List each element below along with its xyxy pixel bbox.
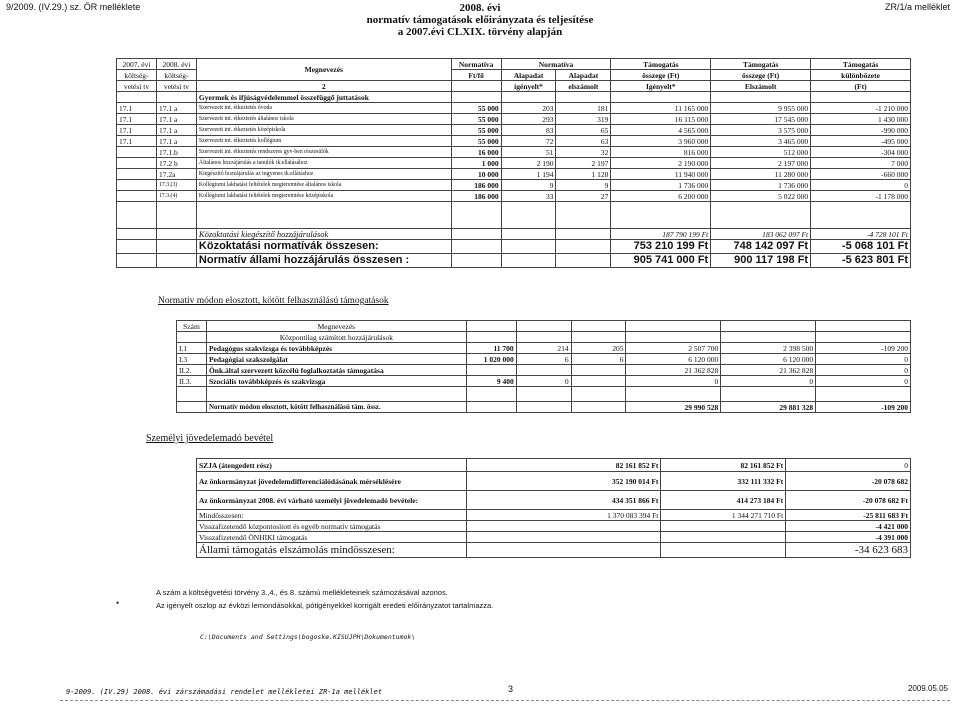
cell: 17.3.(4) bbox=[156, 191, 196, 202]
cell bbox=[466, 365, 516, 376]
final-value: -34 623 683 bbox=[786, 543, 911, 558]
cell: Általános hozzájárulás a tanulók tk.ellátásához bbox=[196, 158, 451, 169]
cell: 17.1 bbox=[117, 114, 157, 125]
szja-table bbox=[196, 458, 911, 558]
title-law: a 2007.évi CLXIX. törvény alapján bbox=[397, 26, 563, 38]
cell: 0 bbox=[816, 365, 911, 376]
cell: 65 bbox=[556, 125, 611, 136]
cell: 32 bbox=[556, 147, 611, 158]
cell: -990 000 bbox=[811, 125, 911, 136]
col-tam1-header: Támogatás bbox=[611, 59, 711, 70]
cell: 4 565 000 bbox=[611, 125, 711, 136]
cell: I.1 bbox=[177, 343, 207, 354]
cell: 0 bbox=[811, 180, 911, 191]
final-row bbox=[197, 543, 911, 558]
col-tam3-sub2: (Ft) bbox=[811, 81, 911, 92]
cell: 6 bbox=[516, 354, 571, 365]
table-row bbox=[117, 158, 911, 169]
table-row bbox=[177, 354, 911, 365]
col-name-header: Megnevezés bbox=[196, 59, 451, 81]
cell: 16 000 bbox=[451, 147, 501, 158]
cell: 82 161 852 Ft bbox=[466, 459, 661, 472]
col-number: 2 bbox=[196, 81, 451, 92]
cell bbox=[117, 147, 157, 158]
cell: 17.1 bbox=[117, 136, 157, 147]
bound-support-table bbox=[176, 320, 911, 413]
cell: 82 161 852 Ft bbox=[661, 459, 786, 472]
final-label: Állami támogatás elszámolás mindösszesen: bbox=[197, 543, 467, 558]
table-header-row bbox=[177, 321, 911, 332]
cell: 1 344 271 710 Ft bbox=[661, 510, 786, 521]
cell: 17.1.b bbox=[156, 147, 196, 158]
cell: 11 280 000 bbox=[711, 169, 811, 180]
cell: 17.3.(3) bbox=[156, 180, 196, 191]
cell: II.2. bbox=[177, 365, 207, 376]
cell: Szervezett int. étkeztetés rendszeres gyv-ben részesülők bbox=[196, 147, 451, 158]
cell: 1 370 083 394 Ft bbox=[466, 510, 661, 521]
cell: -660 000 bbox=[811, 169, 911, 180]
cell: 6 200 000 bbox=[611, 191, 711, 202]
cell: 21 362 828 bbox=[626, 365, 721, 376]
all-total-label: Normatív állami hozzájárulás összesen : bbox=[196, 254, 451, 268]
cell: 55 000 bbox=[451, 114, 501, 125]
cell: 2 190 bbox=[501, 158, 556, 169]
t2-total-label: Normatív módon elosztott, kötött felhasználású tám. össz. bbox=[206, 402, 466, 413]
table-row bbox=[117, 103, 911, 114]
cell: -20 078 682 bbox=[786, 472, 911, 491]
cell: 6 bbox=[571, 354, 626, 365]
cell: 17.1 a bbox=[156, 114, 196, 125]
cell: 17.1 a bbox=[156, 125, 196, 136]
table-row bbox=[117, 125, 911, 136]
section-row bbox=[117, 92, 911, 103]
col-normativa-header: Normatíva bbox=[451, 59, 501, 70]
kieg-label: Közoktatási kiegészítő hozzájárulások bbox=[196, 229, 451, 240]
cell: 181 bbox=[556, 103, 611, 114]
cell: II.3. bbox=[177, 376, 207, 387]
cell: 11 165 000 bbox=[611, 103, 711, 114]
cell: -20 078 682 Ft bbox=[786, 491, 911, 510]
col-2008-header: 2008. évi bbox=[156, 59, 196, 70]
cell: 0 bbox=[786, 459, 911, 472]
cell: 27 bbox=[556, 191, 611, 202]
cell: 9 bbox=[556, 180, 611, 191]
cell: Kollégiumi lakhatási feltételek megteremtése középiskola bbox=[196, 191, 451, 202]
kieg-t3: -4 728 101 Ft bbox=[811, 229, 911, 240]
cell: 414 273 184 Ft bbox=[661, 491, 786, 510]
cell: 55 000 bbox=[451, 103, 501, 114]
all-total-t3: -5 623 801 Ft bbox=[811, 254, 911, 268]
bullet: • bbox=[116, 598, 120, 608]
title-main: normatív támogatások előirányzata és teljesítése bbox=[366, 14, 594, 26]
cell: -4 391 000 bbox=[786, 532, 911, 543]
t2-total-t2: 29 881 328 bbox=[721, 402, 816, 413]
cell: 1 736 000 bbox=[611, 180, 711, 191]
table-header-row bbox=[117, 59, 911, 70]
all-total-t1: 905 741 000 Ft bbox=[611, 254, 711, 268]
col-alapadat2: Alapadat bbox=[556, 70, 611, 81]
kieg-row bbox=[117, 229, 911, 240]
cell: 1 000 bbox=[451, 158, 501, 169]
col-2007-header: 2007. évi bbox=[117, 59, 157, 70]
cell: -4 421 000 bbox=[786, 521, 911, 532]
col-tam1-sub2: Igényelt* bbox=[611, 81, 711, 92]
cell: 9 bbox=[501, 180, 556, 191]
cell: 1 020 000 bbox=[466, 354, 516, 365]
cell: 512 000 bbox=[711, 147, 811, 158]
table-row bbox=[177, 365, 911, 376]
cell: 9 955 000 bbox=[711, 103, 811, 114]
col-alapadat1: Alapadat bbox=[501, 70, 556, 81]
koz-total-t1: 753 210 199 Ft bbox=[611, 240, 711, 254]
col-tam3-sub: különbözete bbox=[811, 70, 911, 81]
page-number: 3 bbox=[508, 684, 514, 694]
table-header-row bbox=[117, 81, 911, 92]
table-row bbox=[117, 147, 911, 158]
cell: 2 398 500 bbox=[721, 343, 816, 354]
cell: -495 000 bbox=[811, 136, 911, 147]
cell: 2 190 000 bbox=[611, 158, 711, 169]
cell: 2 197 000 bbox=[711, 158, 811, 169]
cell: 1 736 000 bbox=[711, 180, 811, 191]
file-path: C:\Documents and Settings\bogoske.KISUJPH\Dokumentumok\ bbox=[200, 633, 416, 641]
koz-total-label: Közoktatási normatívák összesen: bbox=[196, 240, 451, 254]
cell: 0 bbox=[816, 376, 911, 387]
table-row bbox=[117, 136, 911, 147]
cell: 186 000 bbox=[451, 191, 501, 202]
t2-total-t3: -109 200 bbox=[816, 402, 911, 413]
header-right: ZR/1/a melléklet bbox=[884, 2, 950, 12]
cell: 11 700 bbox=[466, 343, 516, 354]
cell: Szervezett int. étkeztetés általános iskola bbox=[196, 114, 451, 125]
cell: 11 940 000 bbox=[611, 169, 711, 180]
cell: 203 bbox=[501, 103, 556, 114]
cell: 3 575 000 bbox=[711, 125, 811, 136]
col-szam: Szám bbox=[177, 321, 207, 332]
cell: Az önkormányzat jövedelemdifferenciálódásának mérséklésére bbox=[197, 472, 467, 491]
t2-total-t1: 29 990 528 bbox=[626, 402, 721, 413]
table-row bbox=[197, 510, 911, 521]
cell: Kollégiumi lakhatási feltételek megteremtése általános iskola bbox=[196, 180, 451, 191]
cell: 55 000 bbox=[451, 125, 501, 136]
cell: 17.1 bbox=[117, 103, 157, 114]
table-row bbox=[177, 343, 911, 354]
col-tam3-header: Támogatás bbox=[811, 59, 911, 70]
table-row bbox=[197, 491, 911, 510]
section2-title: Normatív módon elosztott, kötött felhasználású támogatások bbox=[158, 296, 389, 306]
cell: -109 200 bbox=[816, 343, 911, 354]
cell: 352 190 014 Ft bbox=[466, 472, 661, 491]
cell: 1 128 bbox=[556, 169, 611, 180]
header-left: 9/2009. (IV.29.) sz. ÖR melléklete bbox=[6, 2, 141, 12]
cell: 332 111 332 Ft bbox=[661, 472, 786, 491]
cell: 21 362 828 bbox=[721, 365, 816, 376]
cell: 214 bbox=[516, 343, 571, 354]
cell: 816 000 bbox=[611, 147, 711, 158]
koz-total-t3: -5 068 101 Ft bbox=[811, 240, 911, 254]
cell bbox=[466, 521, 661, 532]
cell: 0 bbox=[721, 376, 816, 387]
cell: -304 000 bbox=[811, 147, 911, 158]
cell: -1 210 000 bbox=[811, 103, 911, 114]
section-title: Gyermek és ifjúságvédelemmel összefüggő juttatások bbox=[196, 92, 451, 103]
cell: I.3 bbox=[177, 354, 207, 365]
cell: 17.1 a bbox=[156, 103, 196, 114]
cell: 17.1 bbox=[117, 125, 157, 136]
col-ftfo: Ft/fő bbox=[451, 70, 501, 81]
table-row bbox=[197, 532, 911, 543]
cell: Pedagógiai szakszolgálat bbox=[206, 354, 466, 365]
col-tam2-sub: összege (Ft) bbox=[711, 70, 811, 81]
cell: 83 bbox=[501, 125, 556, 136]
koz-total-t2: 748 142 097 Ft bbox=[711, 240, 811, 254]
cell: 55 000 bbox=[451, 136, 501, 147]
col-igenyelt: igényelt* bbox=[501, 81, 556, 92]
cell: 434 351 866 Ft bbox=[466, 491, 661, 510]
col-normativa2-header: Normatíva bbox=[501, 59, 611, 70]
cell: 17 545 000 bbox=[711, 114, 811, 125]
cell bbox=[117, 180, 157, 191]
footer-left: 9-2009. (IV.29) 2008. évi zárszámadási rendelet mellékletei ZR-1a melléklet bbox=[66, 688, 383, 696]
total-row bbox=[177, 402, 911, 413]
title-year: 2008. évi bbox=[459, 2, 501, 14]
cell: 205 bbox=[571, 343, 626, 354]
cell: Kiegészítő hozzájárulás az ingyenes tk.ellátáshoz bbox=[196, 169, 451, 180]
cell: 5 022 000 bbox=[711, 191, 811, 202]
cell: Szervezett int. étkeztetés középiskola bbox=[196, 125, 451, 136]
footer-date: 2009.05.05 bbox=[907, 684, 948, 693]
cell: 51 bbox=[501, 147, 556, 158]
cell: 0 bbox=[516, 376, 571, 387]
note-1: A szám a költségvetési törvény 3.,4., és 8. számú mellékleteinek számozásával azonos. bbox=[156, 588, 448, 597]
note-2: Az igényelt oszlop az évközi lemondásokkal, pótigényekkel korrigált eredeti előirányzatot tartalmazza. bbox=[156, 601, 494, 610]
cell: Szociális továbbképzés és szakvizsga bbox=[206, 376, 466, 387]
col-tam2-sub2: Elszámolt bbox=[711, 81, 811, 92]
cell bbox=[117, 191, 157, 202]
cell: 17.2a bbox=[156, 169, 196, 180]
cell: -1 178 000 bbox=[811, 191, 911, 202]
cell: Szervezett int. étkeztetés óvoda bbox=[196, 103, 451, 114]
cell bbox=[571, 376, 626, 387]
cell: -25 811 683 Ft bbox=[786, 510, 911, 521]
cell: Önk.által szervezett közcélú foglalkoztatás támogatása bbox=[206, 365, 466, 376]
cell: 17.2 b bbox=[156, 158, 196, 169]
cell: 1 194 bbox=[501, 169, 556, 180]
kieg-t1: 187 790 199 Ft bbox=[611, 229, 711, 240]
cell bbox=[466, 532, 661, 543]
cell: 1 430 000 bbox=[811, 114, 911, 125]
table-row bbox=[117, 114, 911, 125]
section3-title: Személyi jövedelemadó bevétel bbox=[146, 433, 274, 444]
cell bbox=[571, 365, 626, 376]
cell: 2 507 700 bbox=[626, 343, 721, 354]
cell: 0 bbox=[626, 376, 721, 387]
cell: 17.1 a bbox=[156, 136, 196, 147]
table-row bbox=[197, 521, 911, 532]
col-2007-sub: költség- bbox=[117, 70, 157, 81]
cell: 0 bbox=[816, 354, 911, 365]
all-total-t2: 900 117 198 Ft bbox=[711, 254, 811, 268]
cell: 63 bbox=[556, 136, 611, 147]
cell: 2 197 bbox=[556, 158, 611, 169]
col-2008-sub: költség- bbox=[156, 70, 196, 81]
col-elszamolt: elszámolt bbox=[556, 81, 611, 92]
all-total-row bbox=[117, 254, 911, 268]
table-row bbox=[197, 472, 911, 491]
koz-total-row bbox=[117, 240, 911, 254]
cell: Mindösszesen: bbox=[197, 510, 467, 521]
table-row bbox=[117, 180, 911, 191]
cell: 10 000 bbox=[451, 169, 501, 180]
cell: Visszafizetendő ÖNHIKI támogatás bbox=[197, 532, 467, 543]
col-empty bbox=[451, 81, 501, 92]
cell: 293 bbox=[501, 114, 556, 125]
cell: Pedagógus szakvizsga és továbbképzés bbox=[206, 343, 466, 354]
spacer-row bbox=[117, 202, 911, 229]
cell: Szervezett int. étkeztetés kollégium bbox=[196, 136, 451, 147]
cell: Visszafizetendő központosított és egyéb normatív támogatás bbox=[197, 521, 467, 532]
cell bbox=[661, 532, 786, 543]
cell bbox=[117, 158, 157, 169]
col-2008-sub2: vetési tv bbox=[156, 81, 196, 92]
cell: 9 400 bbox=[466, 376, 516, 387]
cell bbox=[516, 365, 571, 376]
cell: SZJA (átengedett rész) bbox=[197, 459, 467, 472]
cell: 16 115 000 bbox=[611, 114, 711, 125]
footer-rule bbox=[60, 700, 950, 701]
col-tam1-sub: összege (Ft) bbox=[611, 70, 711, 81]
cell: 3 960 000 bbox=[611, 136, 711, 147]
cell: 6 120 000 bbox=[626, 354, 721, 365]
cell: 7 000 bbox=[811, 158, 911, 169]
cell bbox=[117, 169, 157, 180]
cell: 6 120 000 bbox=[721, 354, 816, 365]
spacer-row bbox=[177, 387, 911, 402]
cell: Az önkormányzat 2008. évi várható személyi jövedelemadó bevétele: bbox=[197, 491, 467, 510]
normative-table bbox=[116, 58, 911, 268]
col-megnevezes: Megnevezés bbox=[206, 321, 466, 332]
table-row bbox=[117, 191, 911, 202]
cell: 319 bbox=[556, 114, 611, 125]
cell: 186 000 bbox=[451, 180, 501, 191]
sub-header: Központilag számított hozzájárulások bbox=[206, 332, 466, 343]
sub-header-row bbox=[177, 332, 911, 343]
kieg-t2: 183 062 097 Ft bbox=[711, 229, 811, 240]
table-row bbox=[117, 169, 911, 180]
col-2007-sub2: vetési tv bbox=[117, 81, 157, 92]
col-tam2-header: Támogatás bbox=[711, 59, 811, 70]
cell: 33 bbox=[501, 191, 556, 202]
table-row bbox=[197, 459, 911, 472]
cell: 3 465 000 bbox=[711, 136, 811, 147]
table-row bbox=[177, 376, 911, 387]
cell: 72 bbox=[501, 136, 556, 147]
cell bbox=[661, 521, 786, 532]
